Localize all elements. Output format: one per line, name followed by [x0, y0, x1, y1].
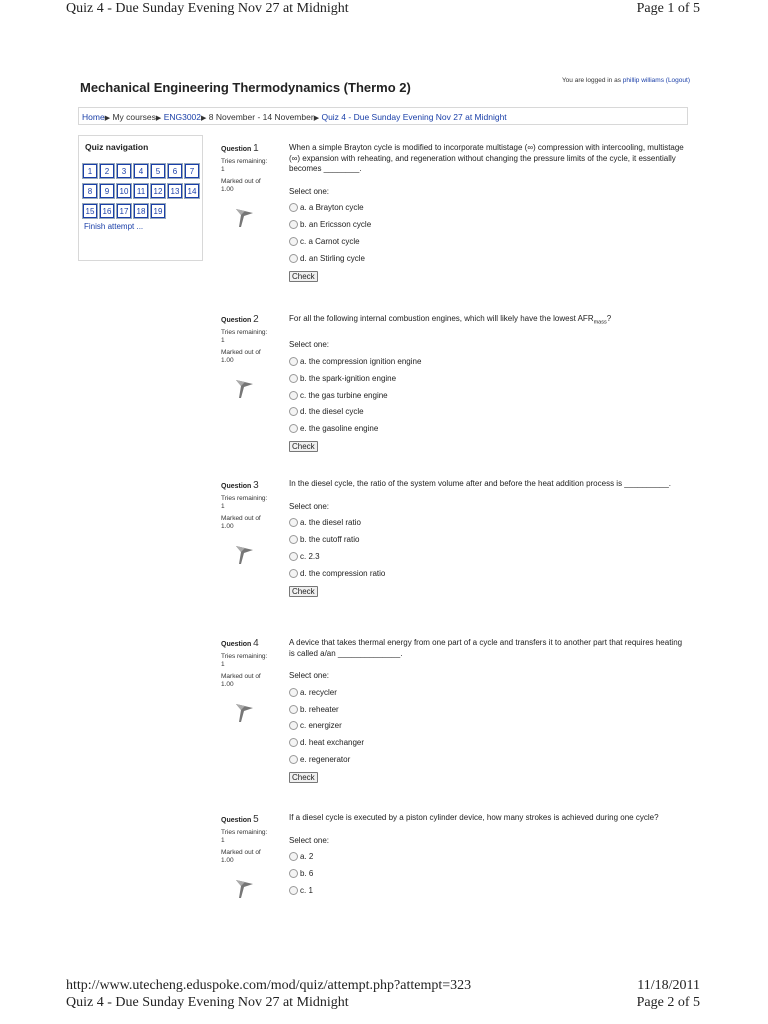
- answer-option[interactable]: [289, 684, 689, 701]
- question-content: [289, 479, 689, 597]
- answer-option[interactable]: [289, 200, 689, 217]
- marked-value: 1.00: [221, 857, 234, 864]
- radio-button[interactable]: [289, 721, 298, 730]
- radio-button[interactable]: [289, 705, 298, 714]
- question-content: [289, 638, 689, 783]
- answer-option[interactable]: [289, 353, 689, 370]
- question-label: Question: [221, 483, 252, 490]
- quiz-nav-question-button[interactable]: 13: [168, 184, 182, 198]
- quiz-nav-question-button[interactable]: 7: [185, 164, 199, 178]
- select-one-label: Select one:: [289, 186, 330, 196]
- quiz-nav-question-button[interactable]: 2: [100, 164, 114, 178]
- marked-value: 1.00: [221, 186, 234, 193]
- radio-button[interactable]: [289, 254, 298, 263]
- print-footer-url: http://www.utecheng.eduspoke.com/mod/quiz/attempt.php?attempt=323: [66, 978, 472, 993]
- breadcrumb-quiz[interactable]: Quiz 4 - Due Sunday Evening Nov 27 at Midnight: [321, 112, 507, 122]
- question-info: [221, 143, 281, 194]
- question-number: 3: [253, 480, 259, 491]
- breadcrumb-courses: My courses: [112, 112, 156, 122]
- marked-value: 1.00: [221, 357, 234, 364]
- tries-value: 1: [221, 661, 225, 668]
- marked-label: Marked out of: [221, 515, 261, 522]
- print-footer-next-page: [66, 995, 700, 1011]
- marked-label: Marked out of: [221, 673, 261, 680]
- flag-question-icon[interactable]: [233, 544, 255, 566]
- quiz-nav-question-button[interactable]: 14: [185, 184, 199, 198]
- radio-button[interactable]: [289, 535, 298, 544]
- question-text: If a diesel cycle is executed by a piston cylinder device, how many strokes is achieved during one cycle?: [289, 813, 659, 822]
- quiz-nav-question-button[interactable]: 12: [151, 184, 165, 198]
- radio-button[interactable]: [289, 518, 298, 527]
- question-content: [289, 143, 689, 282]
- question-content: [289, 314, 689, 452]
- quiz-nav-question-button[interactable]: 19: [151, 204, 165, 218]
- answer-option-label[interactable]: a. the diesel ratio: [300, 518, 361, 528]
- answer-option-label[interactable]: a. 2: [300, 852, 314, 862]
- quiz-navigation-block: [78, 135, 203, 261]
- question-label: Question: [221, 817, 252, 824]
- answer-option-label[interactable]: e. regenerator: [300, 755, 351, 765]
- radio-button[interactable]: [289, 407, 298, 416]
- answer-option-label[interactable]: c. 1: [300, 885, 313, 895]
- answer-option-label[interactable]: b. reheater: [300, 704, 339, 714]
- marked-label: Marked out of: [221, 349, 261, 356]
- question-text: [289, 314, 689, 328]
- tries-label: Tries remaining:: [221, 158, 268, 165]
- question-text: In the diesel cycle, the ratio of the system volume after and before the heat addition process is __________.: [289, 479, 672, 488]
- answer-option-label[interactable]: a. the compression ignition engine: [300, 356, 422, 366]
- marked-value: 1.00: [221, 523, 234, 530]
- answer-option[interactable]: [289, 882, 689, 899]
- radio-button[interactable]: [289, 552, 298, 561]
- answer-option-label[interactable]: c. a Carnot cycle: [300, 236, 360, 246]
- radio-button[interactable]: [289, 569, 298, 578]
- answer-option-label[interactable]: c. energizer: [300, 721, 342, 731]
- radio-button[interactable]: [289, 237, 298, 246]
- quiz-nav-question-button[interactable]: 3: [117, 164, 131, 178]
- breadcrumb-sep-icon: ▶: [313, 115, 320, 122]
- quiz-nav-question-button[interactable]: 8: [83, 184, 97, 198]
- tries-label: Tries remaining:: [221, 653, 268, 660]
- marked-label: Marked out of: [221, 178, 261, 185]
- check-button[interactable]: Check: [289, 772, 318, 783]
- answer-option-label[interactable]: b. 6: [300, 869, 314, 879]
- question-text: When a simple Brayton cycle is modified to incorporate multistage (∞) compression with intercooling, multistage (∞) expansion with reheating, and regeneration without changing the pressure limits of the cycle, it essentially becomes ________.: [289, 143, 684, 173]
- logout-link[interactable]: (Logout): [665, 77, 690, 84]
- answer-option[interactable]: [289, 701, 689, 718]
- radio-button[interactable]: [289, 738, 298, 747]
- question-label: Question: [221, 317, 252, 324]
- answer-option[interactable]: [289, 548, 689, 565]
- breadcrumb-home[interactable]: Home: [82, 112, 105, 122]
- quiz-nav-question-button[interactable]: 6: [168, 164, 182, 178]
- tries-label: Tries remaining:: [221, 329, 268, 336]
- quiz-nav-question-button[interactable]: 16: [100, 204, 114, 218]
- answer-option-label[interactable]: d. the compression ratio: [300, 568, 386, 578]
- print-footer-title: Quiz 4 - Due Sunday Evening Nov 27 at Midnight: [66, 995, 349, 1010]
- question-label: Question: [221, 641, 252, 648]
- answer-option[interactable]: [289, 387, 689, 404]
- check-button[interactable]: Check: [289, 441, 318, 452]
- flag-question-icon[interactable]: [233, 702, 255, 724]
- answer-option[interactable]: [289, 250, 689, 267]
- quiz-nav-question-button[interactable]: 17: [117, 204, 131, 218]
- radio-button[interactable]: [289, 357, 298, 366]
- login-info: [562, 77, 690, 84]
- flag-question-icon[interactable]: [233, 378, 255, 400]
- print-page-number: Page 1 of 5: [636, 1, 700, 16]
- marked-value: 1.00: [221, 681, 234, 688]
- radio-button[interactable]: [289, 391, 298, 400]
- print-header-title: Quiz 4 - Due Sunday Evening Nov 27 at Midnight: [66, 1, 349, 16]
- radio-button[interactable]: [289, 220, 298, 229]
- quiz-nav-question-button[interactable]: 4: [134, 164, 148, 178]
- print-footer-page-number: Page 2 of 5: [636, 995, 700, 1010]
- check-button[interactable]: Check: [289, 271, 318, 282]
- question-info: [221, 480, 281, 531]
- radio-button[interactable]: [289, 755, 298, 764]
- radio-button[interactable]: [289, 203, 298, 212]
- answer-option[interactable]: [289, 233, 689, 250]
- tries-value: 1: [221, 337, 225, 344]
- question-number: 2: [253, 314, 259, 325]
- answer-option-label[interactable]: b. an Ericsson cycle: [300, 220, 372, 230]
- answer-option-label[interactable]: d. heat exchanger: [300, 738, 365, 748]
- tries-value: 1: [221, 503, 225, 510]
- answer-option[interactable]: [289, 734, 689, 751]
- answer-option-label[interactable]: b. the spark-ignition engine: [300, 373, 397, 383]
- answer-option-label[interactable]: c. 2.3: [300, 551, 320, 561]
- question-info: [221, 814, 281, 865]
- answer-option[interactable]: [289, 865, 689, 882]
- answer-option-label[interactable]: c. the gas turbine engine: [300, 390, 388, 400]
- quiz-nav-question-button[interactable]: 1: [83, 164, 97, 178]
- answer-option[interactable]: [289, 718, 689, 735]
- tries-value: 1: [221, 837, 225, 844]
- print-header: [66, 1, 700, 21]
- tries-label: Tries remaining:: [221, 829, 268, 836]
- answer-option-label[interactable]: d. an Stirling cycle: [300, 253, 365, 263]
- question-label: Question: [221, 146, 252, 153]
- quiz-nav-question-button[interactable]: 18: [134, 204, 148, 218]
- answer-option[interactable]: [289, 515, 689, 532]
- print-footer: [66, 978, 700, 994]
- question-info: [221, 314, 281, 365]
- answer-option[interactable]: [289, 565, 689, 582]
- answer-option-label[interactable]: e. the gasoline engine: [300, 424, 379, 434]
- breadcrumb-week: 8 November - 14 November: [208, 112, 314, 122]
- quiz-nav-question-button[interactable]: 9: [100, 184, 114, 198]
- finish-attempt-link[interactable]: Finish attempt ...: [84, 222, 144, 231]
- radio-button[interactable]: [289, 374, 298, 383]
- answer-option[interactable]: [289, 216, 689, 233]
- answer-option-label[interactable]: a. a Brayton cycle: [300, 203, 364, 213]
- answer-option[interactable]: [289, 403, 689, 420]
- select-one-label: Select one:: [289, 340, 330, 350]
- quiz-nav-question-button[interactable]: 11: [134, 184, 148, 198]
- answer-option-label[interactable]: a. recycler: [300, 687, 337, 697]
- print-footer-date: 11/18/2011: [637, 978, 700, 993]
- user-link[interactable]: phillip williams: [622, 77, 664, 84]
- answer-option[interactable]: [289, 420, 689, 437]
- marked-label: Marked out of: [221, 849, 261, 856]
- check-button[interactable]: Check: [289, 586, 318, 597]
- quiz-nav-question-button[interactable]: 5: [151, 164, 165, 178]
- question-text-part: For all the following internal combustion engines, which will likely have the lowest AFR: [289, 314, 594, 323]
- radio-button[interactable]: [289, 852, 298, 861]
- radio-button[interactable]: [289, 688, 298, 697]
- answer-option[interactable]: [289, 370, 689, 387]
- radio-button[interactable]: [289, 869, 298, 878]
- tries-value: 1: [221, 166, 225, 173]
- site-title: Mechanical Engineering Thermodynamics (Thermo 2): [80, 80, 411, 95]
- question-info: [221, 638, 281, 689]
- question-content: [289, 813, 689, 899]
- question-text-part: ?: [606, 314, 612, 323]
- answer-option[interactable]: [289, 849, 689, 866]
- flag-question-icon[interactable]: [233, 207, 255, 229]
- breadcrumb-course[interactable]: ENG3002: [163, 112, 202, 122]
- flag-question-icon[interactable]: [233, 878, 255, 900]
- question-number: 4: [253, 638, 259, 649]
- breadcrumb-sep-icon: ▶: [201, 115, 207, 122]
- select-one-label: Select one:: [289, 501, 330, 511]
- question-text: A device that takes thermal energy from one part of a cycle and transfers it to another part that requires heating is called a/an ______________.: [289, 638, 683, 658]
- answer-option[interactable]: [289, 751, 689, 768]
- radio-button[interactable]: [289, 424, 298, 433]
- question-text-subscript: mass: [593, 319, 607, 326]
- answer-option-label[interactable]: b. the cutoff ratio: [300, 535, 360, 545]
- radio-button[interactable]: [289, 886, 298, 895]
- quiz-navigation-grid: [83, 164, 203, 224]
- question-number: 1: [253, 143, 259, 154]
- select-one-label: Select one:: [289, 671, 330, 680]
- quiz-nav-question-button[interactable]: 15: [83, 204, 97, 218]
- breadcrumb-sep-icon: ▶: [155, 115, 162, 122]
- login-prefix: You are logged in as: [561, 77, 623, 84]
- quiz-navigation-title: Quiz navigation: [85, 142, 149, 152]
- question-number: 5: [253, 814, 259, 825]
- answer-option-label[interactable]: d. the diesel cycle: [300, 407, 364, 417]
- tries-label: Tries remaining:: [221, 495, 268, 502]
- answer-option[interactable]: [289, 531, 689, 548]
- quiz-nav-question-button[interactable]: 10: [117, 184, 131, 198]
- select-one-label: Select one:: [289, 835, 330, 845]
- breadcrumb: [78, 107, 688, 125]
- breadcrumb-sep-icon: ▶: [104, 115, 111, 122]
